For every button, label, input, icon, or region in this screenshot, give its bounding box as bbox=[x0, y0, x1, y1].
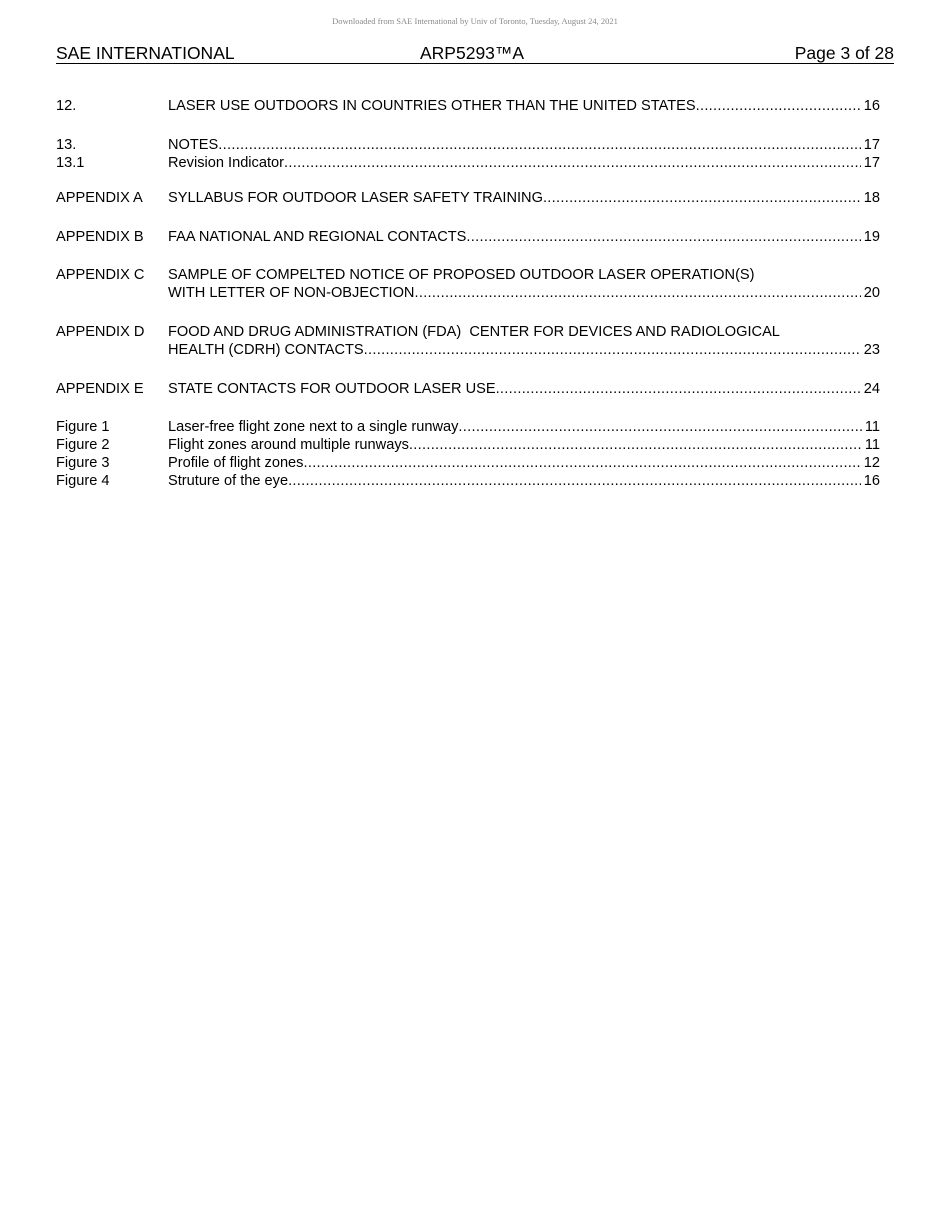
download-watermark: Downloaded from SAE International by Univ of Toronto, Tuesday, August 24, 2021 bbox=[332, 16, 618, 26]
toc-entry-appendix-c[interactable] bbox=[56, 266, 880, 284]
toc-number: Figure 2 bbox=[56, 437, 110, 453]
toc-entry-appendix-d-line2[interactable] bbox=[56, 341, 880, 359]
toc-page: 17 bbox=[863, 155, 880, 171]
toc-title: SYLLABUS FOR OUTDOOR LASER SAFETY TRAINING bbox=[168, 190, 543, 206]
header-page-number: Page 3 of 28 bbox=[794, 43, 894, 63]
toc-page: 12 bbox=[863, 455, 880, 471]
header-document-number: ARP5293™A bbox=[420, 43, 525, 63]
toc-entry-13[interactable] bbox=[56, 136, 880, 154]
toc-number: Figure 3 bbox=[56, 455, 110, 471]
toc-dot-leader bbox=[696, 97, 861, 115]
toc-dot-leader bbox=[543, 189, 861, 207]
toc-number: 13. bbox=[56, 137, 77, 153]
toc-dot-leader bbox=[466, 228, 860, 246]
toc-title: HEALTH (CDRH) CONTACTS bbox=[168, 342, 364, 358]
toc-dot-leader bbox=[303, 454, 860, 472]
toc-number: APPENDIX E bbox=[56, 381, 144, 397]
toc-title: Revision Indicator bbox=[168, 155, 284, 171]
toc-title: WITH LETTER OF NON-OBJECTION bbox=[168, 285, 415, 301]
toc-title: Flight zones around multiple runways bbox=[168, 437, 409, 453]
toc-entry-appendix-c-line2[interactable] bbox=[56, 284, 880, 302]
page-header bbox=[56, 43, 894, 64]
toc-entry-figure-1[interactable] bbox=[56, 418, 880, 436]
toc-dot-leader bbox=[409, 436, 862, 454]
toc-dot-leader bbox=[288, 472, 861, 490]
toc-dot-leader bbox=[218, 136, 860, 154]
toc-entry-12[interactable] bbox=[56, 97, 880, 115]
toc-entry-figure-2[interactable] bbox=[56, 436, 880, 454]
toc-title: LASER USE OUTDOORS IN COUNTRIES OTHER THAN THE UNITED STATES bbox=[168, 98, 696, 114]
toc-dot-leader bbox=[364, 341, 861, 359]
toc-page: 24 bbox=[863, 381, 880, 397]
toc-number: APPENDIX D bbox=[56, 324, 145, 340]
toc-title-line1: FOOD AND DRUG ADMINISTRATION (FDA) CENTER FOR DEVICES AND RADIOLOGICAL bbox=[168, 324, 780, 340]
toc-page: 11 bbox=[864, 419, 880, 435]
toc-title-line1: SAMPLE OF COMPELTED NOTICE OF PROPOSED OUTDOOR LASER OPERATION(S) bbox=[168, 267, 755, 283]
toc-title: FAA NATIONAL AND REGIONAL CONTACTS bbox=[168, 229, 467, 245]
toc-page: 23 bbox=[863, 342, 880, 358]
toc-page: 16 bbox=[863, 473, 880, 489]
toc-dot-leader bbox=[458, 418, 861, 436]
toc-page: 19 bbox=[863, 229, 880, 245]
toc-page: 16 bbox=[863, 98, 880, 114]
toc-entry-appendix-e[interactable] bbox=[56, 380, 880, 398]
toc-title: Laser-free flight zone next to a single runway bbox=[168, 419, 459, 435]
toc-entry-13-1[interactable] bbox=[56, 154, 880, 172]
toc-dot-leader bbox=[284, 154, 861, 172]
toc-title: Profile of flight zones bbox=[168, 455, 304, 471]
toc-dot-leader bbox=[414, 284, 860, 302]
toc-title: STATE CONTACTS FOR OUTDOOR LASER USE bbox=[168, 381, 496, 397]
toc-title: Struture of the eye bbox=[168, 473, 289, 489]
toc-entry-appendix-b[interactable] bbox=[56, 228, 880, 246]
toc-title: NOTES bbox=[168, 137, 219, 153]
toc-page: 18 bbox=[863, 190, 880, 206]
toc-entry-figure-4[interactable] bbox=[56, 472, 880, 490]
toc-number: Figure 1 bbox=[56, 419, 110, 435]
toc-entry-appendix-d[interactable] bbox=[56, 323, 880, 341]
header-organization: SAE INTERNATIONAL bbox=[56, 43, 235, 63]
toc-entry-figure-3[interactable] bbox=[56, 454, 880, 472]
toc-page: 20 bbox=[863, 285, 880, 301]
toc-number: Figure 4 bbox=[56, 473, 110, 489]
toc-number: 12. bbox=[56, 98, 77, 114]
toc-number: APPENDIX A bbox=[56, 190, 143, 206]
toc-page: 11 bbox=[864, 437, 880, 453]
toc-entry-appendix-a[interactable] bbox=[56, 189, 880, 207]
toc-dot-leader bbox=[496, 380, 861, 398]
toc-page: 17 bbox=[863, 137, 880, 153]
toc-number: APPENDIX B bbox=[56, 229, 144, 245]
toc-number: 13.1 bbox=[56, 155, 85, 171]
toc-number: APPENDIX C bbox=[56, 267, 145, 283]
